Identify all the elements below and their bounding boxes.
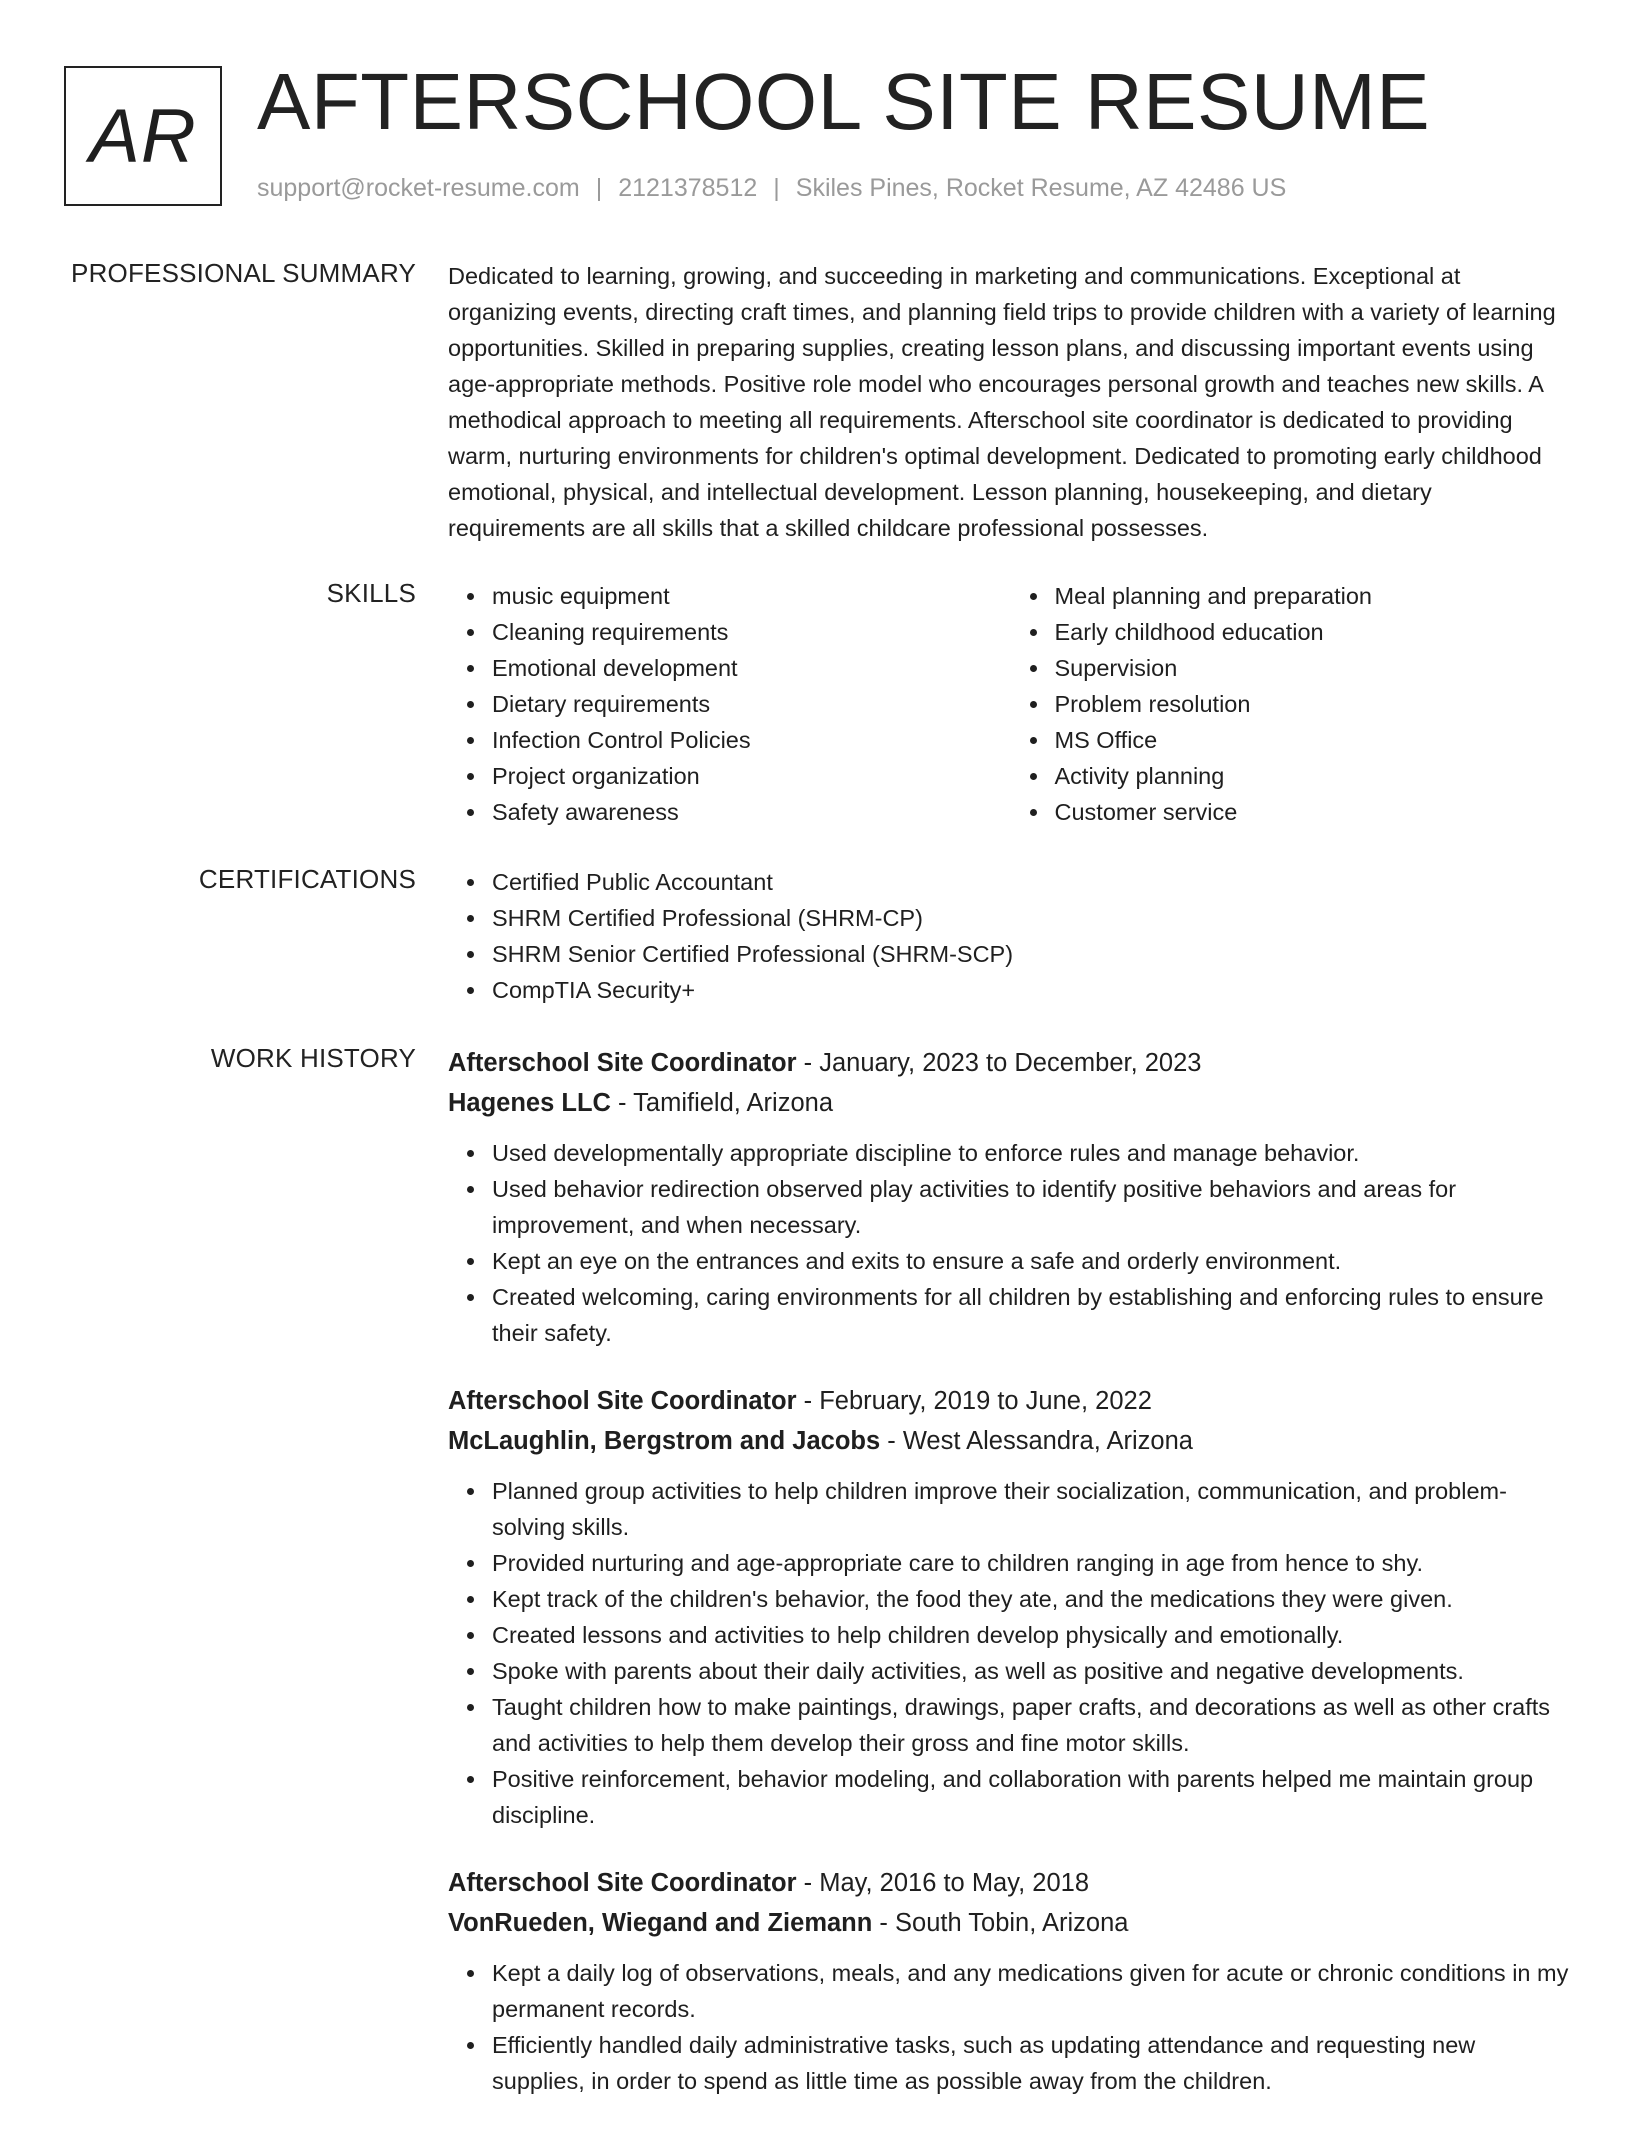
job-title: Afterschool Site Coordinator (448, 1387, 797, 1415)
job-company: VonRueden, Wiegand and Ziemann (448, 1909, 873, 1937)
skill-item: Early childhood education (1055, 614, 1574, 650)
contact-phone: 2121378512 (618, 174, 758, 202)
job-duty: Provided nurturing and age-appropriate care to children ranging in age from hence to shy. (492, 1545, 1573, 1581)
job-duty: Kept track of the children's behavior, the food they ate, and the medications they were given. (492, 1581, 1573, 1617)
skill-item: Customer service (1055, 794, 1574, 830)
summary-body (448, 258, 1573, 546)
work-history-label: WORK HISTORY (210, 1043, 416, 1073)
job-location: West Alessandra, Arizona (902, 1427, 1193, 1455)
job-duties (448, 1135, 1573, 1351)
job-title-line: Afterschool Site Coordinator - February, 2019 to June, 2022 (448, 1387, 1152, 1415)
skill-item: music equipment (492, 578, 1011, 614)
contact-line (257, 174, 1286, 203)
skills-label: SKILLS (326, 578, 416, 608)
job-company: Hagenes LLC (448, 1089, 611, 1117)
job-entry (448, 1863, 1573, 2099)
job-duty: Positive reinforcement, behavior modeling, and collaboration with parents helped me maintain group discipline. (492, 1761, 1573, 1833)
certification-item: CompTIA Security+ (492, 972, 1573, 1008)
job-location: South Tobin, Arizona (895, 1909, 1129, 1937)
job-duty: Used behavior redirection observed play activities to identify positive behaviors and areas for improvement, and when necessary. (492, 1171, 1573, 1243)
job-dates: February, 2019 to June, 2022 (819, 1387, 1152, 1415)
skill-item: Supervision (1055, 650, 1574, 686)
job-title: Afterschool Site Coordinator (448, 1049, 797, 1077)
job-location: Tamifield, Arizona (633, 1089, 833, 1117)
skills-body (448, 578, 1573, 830)
job-duty: Spoke with parents about their daily activities, as well as positive and negative developments. (492, 1653, 1573, 1689)
skill-item: Infection Control Policies (492, 722, 1011, 758)
contact-address: Skiles Pines, Rocket Resume, AZ 42486 US (795, 174, 1287, 202)
contact-email: support@rocket-resume.com (257, 174, 580, 202)
certifications-label: CERTIFICATIONS (198, 864, 416, 894)
certification-item: SHRM Certified Professional (SHRM-CP) (492, 900, 1573, 936)
skill-item: Dietary requirements (492, 686, 1011, 722)
summary-text: Dedicated to learning, growing, and succeeding in marketing and communications. Exceptional at organizing events, directing craft times, and planning field trips to provide children with a variety of learning opportunities. Skilled in preparing supplies, creating lesson plans, and discussing important events using age-appropriate methods. Positive role model who encourages personal growth and teaches new skills. A methodical approach to meeting all requirements. Afterschool site coordinator is dedicated to providing warm, nurturing environments for children's optimal development. Dedicated to promoting early childhood emotional, physical, and intellectual development. Lesson planning, housekeeping, and dietary requirements are all skills that a skilled childcare professional possesses. (448, 263, 1556, 541)
job-company: McLaughlin, Bergstrom and Jacobs (448, 1427, 881, 1455)
job-duty: Taught children how to make paintings, drawings, paper crafts, and decorations as well as other crafts and activities to help them develop their gross and fine motor skills. (492, 1689, 1573, 1761)
job-title-line: Afterschool Site Coordinator - May, 2016 to May, 2018 (448, 1869, 1089, 1897)
skill-item: Cleaning requirements (492, 614, 1011, 650)
job-duty: Used developmentally appropriate discipline to enforce rules and manage behavior. (492, 1135, 1573, 1171)
resume-title: AFTERSCHOOL SITE RESUME (257, 57, 1431, 146)
skill-item: Meal planning and preparation (1055, 578, 1574, 614)
skill-item: Emotional development (492, 650, 1011, 686)
job-company-line: VonRueden, Wiegand and Ziemann - South Tobin, Arizona (448, 1909, 1129, 1937)
summary-label: PROFESSIONAL SUMMARY (71, 258, 416, 288)
contact-separator: | (595, 174, 603, 202)
job-dates: January, 2023 to December, 2023 (819, 1049, 1202, 1077)
job-company-line: Hagenes LLC - Tamifield, Arizona (448, 1089, 833, 1117)
job-duty: Kept a daily log of observations, meals, and any medications given for acute or chronic conditions in my permanent records. (492, 1955, 1573, 2027)
job-duty: Efficiently handled daily administrative tasks, such as updating attendance and requesting new supplies, in order to spend as little time as possible away from the children. (492, 2027, 1573, 2099)
skill-item: MS Office (1055, 722, 1574, 758)
certifications-body (448, 864, 1573, 1008)
job-duty: Created lessons and activities to help children develop physically and emotionally. (492, 1617, 1573, 1653)
job-dates: May, 2016 to May, 2018 (819, 1869, 1089, 1897)
work-history-body (448, 1043, 1573, 2129)
skills-list-right (1011, 578, 1574, 830)
job-duty: Created welcoming, caring environments for all children by establishing and enforcing rules to ensure their safety. (492, 1279, 1573, 1351)
contact-separator: | (773, 174, 780, 202)
skill-item: Activity planning (1055, 758, 1574, 794)
certification-item: SHRM Senior Certified Professional (SHRM-SCP) (492, 936, 1573, 972)
job-duty: Planned group activities to help children improve their socialization, communication, and problem-solving skills. (492, 1473, 1573, 1545)
job-title-line: Afterschool Site Coordinator - January, 2023 to December, 2023 (448, 1049, 1202, 1077)
certifications-list (448, 864, 1573, 1008)
job-company-line: McLaughlin, Bergstrom and Jacobs - West Alessandra, Arizona (448, 1427, 1193, 1455)
skill-item: Safety awareness (492, 794, 1011, 830)
job-duties (448, 1955, 1573, 2099)
skill-item: Problem resolution (1055, 686, 1574, 722)
skills-list-left (448, 578, 1011, 830)
certification-item: Certified Public Accountant (492, 864, 1573, 900)
job-entry (448, 1043, 1573, 1351)
job-duties (448, 1473, 1573, 1833)
monogram-box (64, 66, 222, 206)
job-duty: Kept an eye on the entrances and exits to ensure a safe and orderly environment. (492, 1243, 1573, 1279)
job-title: Afterschool Site Coordinator (448, 1869, 797, 1897)
skill-item: Project organization (492, 758, 1011, 794)
job-entry (448, 1381, 1573, 1833)
monogram-initials: AR (89, 93, 197, 179)
